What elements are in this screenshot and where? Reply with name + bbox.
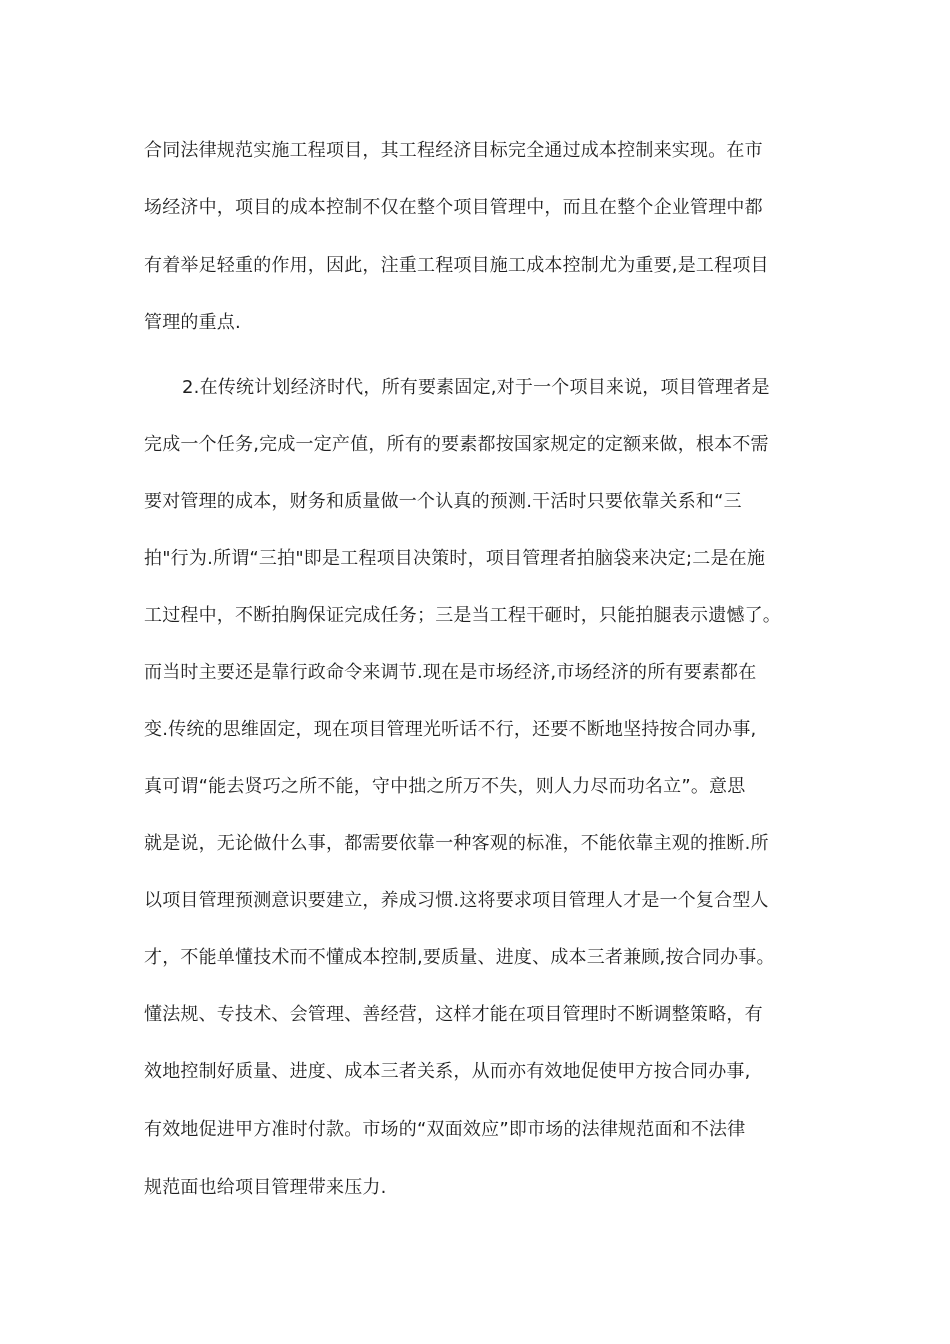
paragraph-2-line-12: 懂法规、专技术、会管理、善经营，这样才能在项目管理时不断调整策略，有	[144, 1004, 763, 1025]
paragraph-2-line-3: 要对管理的成本，财务和质量做一个认真的预测.干活时只要依靠关系和“三	[144, 491, 742, 512]
paragraph-1-line-1: 合同法律规范实施工程项目，其工程经济目标完全通过成本控制来实现。在市	[144, 140, 763, 161]
paragraph-1-line-4: 管理的重点.	[144, 312, 241, 333]
paragraph-2-line-2: 完成一个任务,完成一定产值，所有的要素都按国家规定的定额来做，根本不需	[144, 434, 769, 455]
paragraph-2-line-7: 变.传统的思维固定，现在项目管理光听话不行，还要不断地坚持按合同办事,	[144, 719, 757, 740]
paragraph-2-line-15: 规范面也给项目管理带来压力.	[144, 1177, 387, 1198]
paragraph-2-line-14: 有效地促进甲方准时付款。市场的“双面效应”即市场的法律规范面和不法律	[144, 1119, 746, 1140]
paragraph-2-line-11: 才，不能单懂技术而不懂成本控制,要质量、进度、成本三者兼顾,按合同办事。	[144, 947, 775, 968]
paragraph-2-line-10: 以项目管理预测意识要建立，养成习惯.这将要求项目管理人才是一个复合型人	[144, 890, 769, 911]
paragraph-1-line-2: 场经济中，项目的成本控制不仅在整个项目管理中，而且在整个企业管理中都	[144, 197, 763, 218]
paragraph-2-line-13: 效地控制好质量、进度、成本三者关系，从而亦有效地促使甲方按合同办事,	[144, 1061, 751, 1082]
paragraph-2-line-4: 拍"行为.所谓“三拍"即是工程项目决策时，项目管理者拍脑袋来决定;二是在施	[144, 548, 766, 569]
paragraph-2-line-5: 工过程中，不断拍胸保证完成任务；三是当工程干砸时，只能拍腿表示遗憾了。	[144, 605, 781, 626]
paragraph-2-line-1: 2.在传统计划经济时代，所有要素固定,对于一个项目来说，项目管理者是	[182, 377, 770, 398]
paragraph-2-line-8: 真可谓“能去贤巧之所不能，守中拙之所万不失，则人力尽而功名立”。意思	[144, 776, 746, 797]
paragraph-1-line-3: 有着举足轻重的作用，因此，注重工程项目施工成本控制尤为重要,是工程项目	[144, 255, 769, 276]
paragraph-2-line-9: 就是说，无论做什么事，都需要依靠一种客观的标准，不能依靠主观的推断.所	[144, 833, 769, 854]
paragraph-2-line-6: 而当时主要还是靠行政命令来调节.现在是市场经济,市场经济的所有要素都在	[144, 662, 757, 683]
